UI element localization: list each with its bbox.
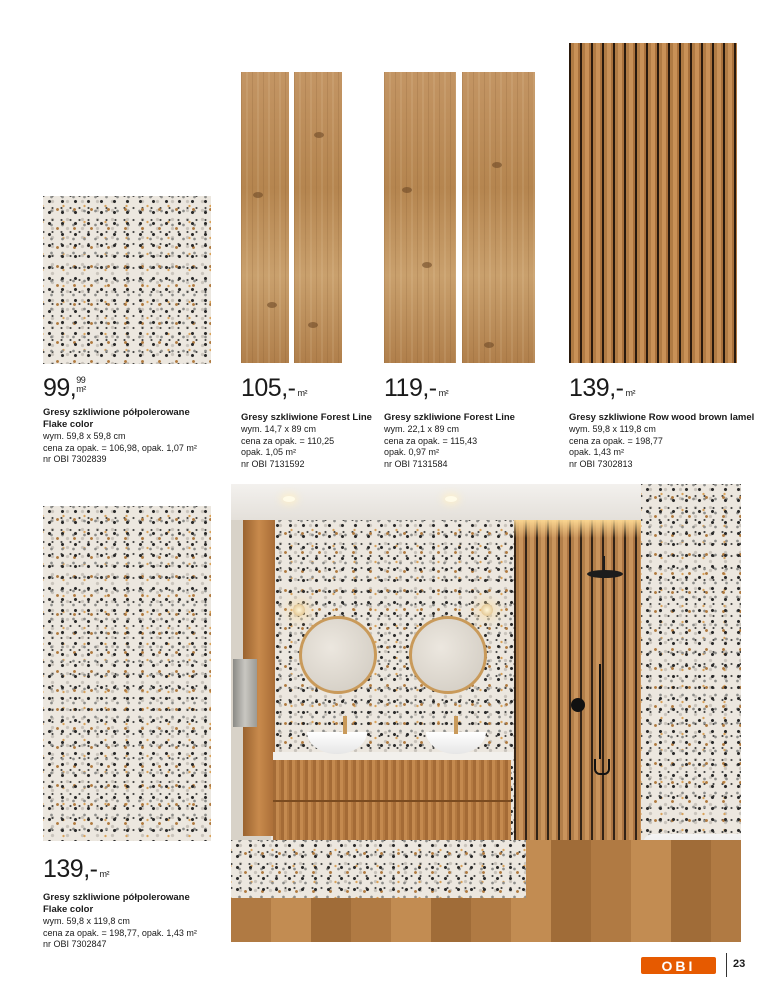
product-card-forest-line-wide — [384, 376, 524, 470]
obi-logo: OBI — [641, 957, 716, 974]
product-card-flake-color-square — [43, 376, 228, 466]
product-image-forest-line-wide — [384, 72, 535, 363]
product-card-row-wood-lamel — [569, 376, 769, 470]
product-size: wym. 22,1 x 89 cm — [384, 424, 460, 434]
product-size: wym. 59,8 x 59,8 cm — [43, 431, 126, 441]
product-card-forest-line-narrow — [241, 376, 381, 470]
product-sku: nr OBI 7302839 — [43, 454, 107, 464]
footer-divider — [726, 953, 727, 977]
price: 119,- m² — [384, 374, 449, 402]
product-name: Gresy szkliwione Row wood brown lamel — [569, 412, 755, 423]
page-number: 23 — [733, 958, 746, 970]
price: 99, 99 m² — [43, 374, 86, 402]
price: 139,- m² — [569, 374, 635, 402]
product-sku: nr OBI 7131584 — [384, 458, 448, 469]
price: 105,- m² — [241, 374, 307, 402]
product-package-area: opak. 0,97 m² — [384, 447, 440, 457]
product-package: cena za opak. = 198,77 — [569, 435, 663, 446]
product-package: cena za opak. = 198,77, opak. 1,43 m² — [43, 927, 197, 938]
product-name: Gresy szkliwione półpolerowane — [43, 407, 190, 418]
product-sku: nr OBI 7131592 — [241, 458, 305, 469]
product-size: wym. 59,8 x 119,8 cm — [569, 424, 656, 434]
price: 139,- m² — [43, 855, 109, 883]
product-package: cena za opak. = 110,25 — [241, 435, 335, 446]
product-package: cena za opak. = 106,98, opak. 1,07 m² — [43, 442, 197, 453]
product-package-area: opak. 1,43 m² — [569, 447, 625, 457]
product-image-flake-color-square — [43, 196, 211, 364]
product-size: wym. 59,8 x 119,8 cm — [43, 916, 130, 926]
product-image-forest-line-narrow — [241, 72, 342, 363]
product-sku: nr OBI 7302813 — [569, 458, 633, 469]
product-name: Gresy szkliwione półpolerowane — [43, 892, 190, 903]
product-name: Gresy szkliwione Forest Line — [384, 412, 515, 423]
bathroom-photo — [231, 484, 741, 942]
product-name: Gresy szkliwione Forest Line — [241, 412, 372, 423]
product-image-flake-color-rectangle — [43, 506, 211, 841]
product-card-flake-color-rectangle — [43, 857, 228, 951]
product-sku: nr OBI 7302847 — [43, 939, 107, 949]
product-image-row-wood-lamel — [569, 43, 737, 363]
product-size: wym. 14,7 x 89 cm — [241, 424, 317, 434]
product-package: cena za opak. = 115,43 — [384, 435, 478, 446]
product-name-line2: Flake color — [43, 419, 94, 430]
product-package-area: opak. 1,05 m² — [241, 447, 297, 457]
product-name-line2: Flake color — [43, 904, 94, 915]
